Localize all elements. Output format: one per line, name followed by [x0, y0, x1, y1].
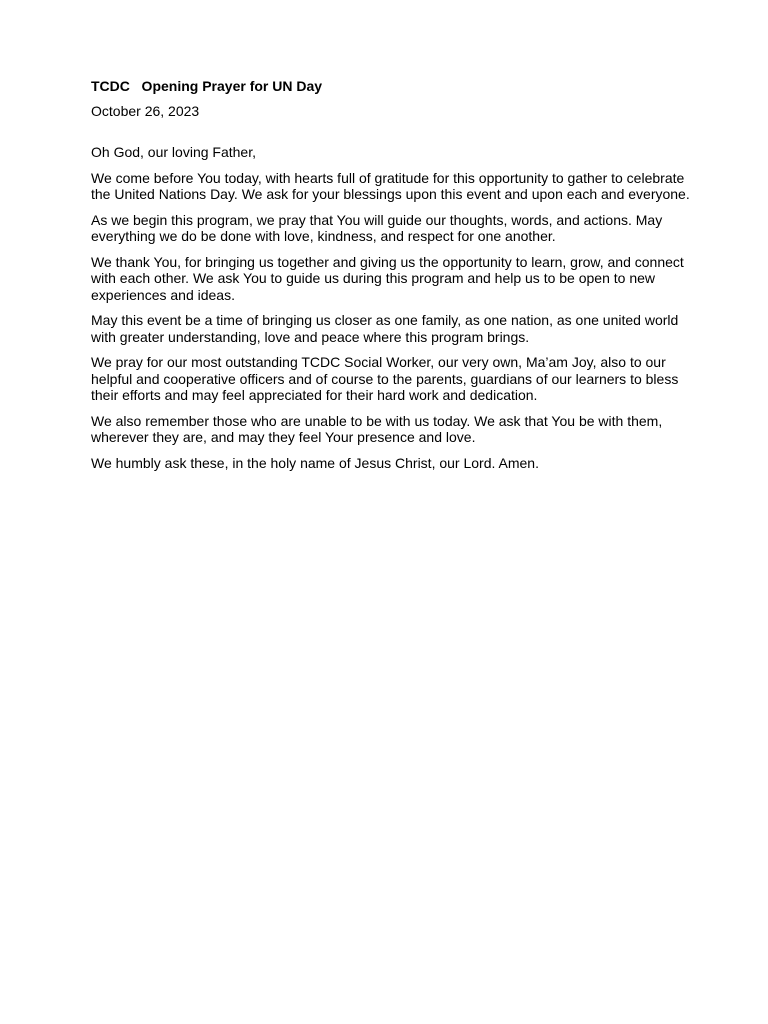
paragraph-guidance: As we begin this program, we pray that You will guide our thoughts, words, and actions. May everything we do be done with love, kindness, and respect for one another. — [91, 211, 663, 244]
paragraph-remembrance: We also remember those who are unable to be with us today. We ask that You be with them, wherever they are, and may they feel Your presence and love. — [91, 412, 663, 445]
paragraph-social-worker: We pray for our most outstanding TCDC Social Worker, our very own, Ma’am Joy, also to our helpful and cooperative officers and of course to the parents, guardians of our learners to bless their efforts and may feel appreciated for their hard work and dedication. — [91, 354, 679, 403]
paragraph-thanks: We thank You, for bringing us together and giving us the opportunity to learn, grow, and connect with each other. We ask You to guide us during this program and help us to be open to new experiences and ideas. — [91, 253, 684, 303]
prayer-salutation: Oh God, our loving Father, — [91, 144, 256, 160]
document-title: TCDC Opening Prayer for UN Day — [91, 78, 323, 94]
paragraph-unity: May this event be a time of bringing us closer as one family, as one nation, as one united world with greater understanding, love and peace where this program brings. — [91, 312, 679, 345]
paragraph-closing: We humbly ask these, in the holy name of Jesus Christ, our Lord. Amen. — [91, 454, 539, 471]
paragraph-gratitude: We come before You today, with hearts full of gratitude for this opportunity to gather to celebrate the United Nations Day. We ask for your blessings upon this event and upon each and everyone. — [91, 169, 690, 202]
document-date: October 26, 2023 — [91, 102, 200, 119]
document-body — [91, 78, 691, 471]
